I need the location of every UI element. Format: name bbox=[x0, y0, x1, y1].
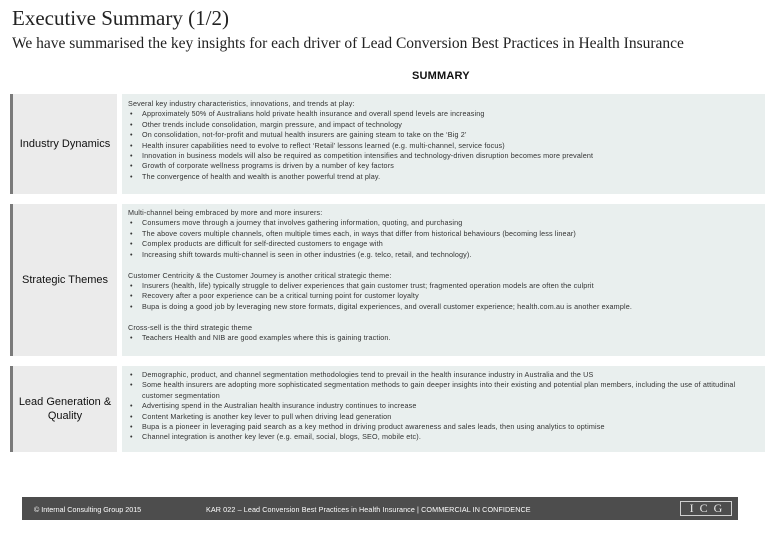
list-item: • Advertising spend in the Australian health insurance industry continues to increase bbox=[128, 401, 759, 411]
list-item: • Teachers Health and NIB are good examples where this is gaining traction. bbox=[128, 333, 759, 343]
page-subtitle: We have summarised the key insights for each driver of Lead Conversion Best Practices in Health Insurance bbox=[12, 35, 684, 52]
list-item: • Channel integration is another key lever (e.g. email, social, blogs, SEO, mobile etc). bbox=[128, 432, 759, 442]
list-item: • Some health insurers are adopting more sophisticated segmentation methods to gain deeper insights into their existing and potential plan members, including the use of attitudinal customer segmentation bbox=[128, 380, 759, 401]
list-item: • Health insurer capabilities need to evolve to reflect ‘Retail’ lessons learned (e.g. multi-channel, service focus) bbox=[128, 141, 759, 151]
footer-bar bbox=[22, 497, 738, 520]
icg-logo: ICG bbox=[680, 501, 732, 516]
list-item: • Increasing shift towards multi-channel is seen in other industries (e.g. telco, retail, and technology). bbox=[128, 250, 759, 260]
strategic-cross-sell-list bbox=[128, 333, 759, 343]
list-item: • On consolidation, not-for-profit and mutual health insurers are gaining steam to take on the ‘Big 2’ bbox=[128, 130, 759, 140]
row-label-lead-generation: Lead Generation & Quality bbox=[10, 366, 117, 452]
list-item: • Bupa is doing a good job by leveraging new store formats, digital experiences, and overall customer experience; health.com.au is another example. bbox=[128, 302, 759, 312]
footer-document-title: KAR 022 – Lead Conversion Best Practices in Health Insurance | COMMERCIAL IN CONFIDENCE bbox=[206, 505, 531, 514]
list-item: • Other trends include consolidation, margin pressure, and impact of technology bbox=[128, 120, 759, 130]
list-item: • Innovation in business models will also be required as competition intensifies and technology-driven disruption becomes more prevalent bbox=[128, 151, 759, 161]
summary-column-header: SUMMARY bbox=[412, 70, 470, 82]
list-item: • Approximately 50% of Australians hold private health insurance and overall spend levels are increasing bbox=[128, 109, 759, 119]
row-content-lead-generation bbox=[122, 366, 765, 452]
industry-bullet-list bbox=[128, 109, 759, 182]
list-item: • Growth of corporate wellness programs is driven by a number of key factors bbox=[128, 161, 759, 171]
row-label-industry-dynamics: Industry Dynamics bbox=[10, 94, 117, 194]
list-item: • The convergence of health and wealth is another powerful trend at play. bbox=[128, 172, 759, 182]
strategic-multichannel-intro: Multi-channel being embraced by more and more insurers: bbox=[128, 208, 323, 217]
list-item: • Demographic, product, and channel segmentation methodologies tend to prevail in the health insurance industry in Australia and the US bbox=[128, 370, 759, 380]
strategic-customer-centricity-list bbox=[128, 281, 759, 312]
strategic-customer-centricity-intro: Customer Centricity & the Customer Journey is another critical strategic theme: bbox=[128, 270, 392, 280]
list-item: • Complex products are difficult for self-directed customers to engage with bbox=[128, 239, 759, 249]
lead-generation-list bbox=[128, 370, 759, 443]
strategic-cross-sell-intro: Cross-sell is the third strategic theme bbox=[128, 322, 253, 332]
list-item: • Content Marketing is another key lever to pull when driving lead generation bbox=[128, 412, 759, 422]
page-title: Executive Summary (1/2) bbox=[12, 6, 229, 30]
industry-intro: Several key industry characteristics, innovations, and trends at play: bbox=[128, 99, 355, 108]
row-label-strategic-themes: Strategic Themes bbox=[10, 204, 117, 356]
strategic-multichannel-list bbox=[128, 218, 759, 260]
list-item: • Bupa is a pioneer in leveraging paid search as a key method in driving product awareness and sales leads, then using analytics to optimise bbox=[128, 422, 759, 432]
row-content-industry-dynamics bbox=[122, 94, 765, 194]
footer-copyright: © Internal Consulting Group 2015 bbox=[34, 505, 142, 514]
list-item: • Recovery after a poor experience can be a critical turning point for customer loyalty bbox=[128, 291, 759, 301]
list-item: • Insurers (health, life) typically struggle to deliver experiences that gain customer trust; fragmented operation models are often the culprit bbox=[128, 281, 759, 291]
row-content-strategic-themes bbox=[122, 204, 765, 356]
list-item: • Consumers move through a journey that involves gathering information, quoting, and purchasing bbox=[128, 218, 759, 228]
list-item: • The above covers multiple channels, often multiple times each, in ways that differ from historical behaviours (becoming less linear) bbox=[128, 229, 759, 239]
